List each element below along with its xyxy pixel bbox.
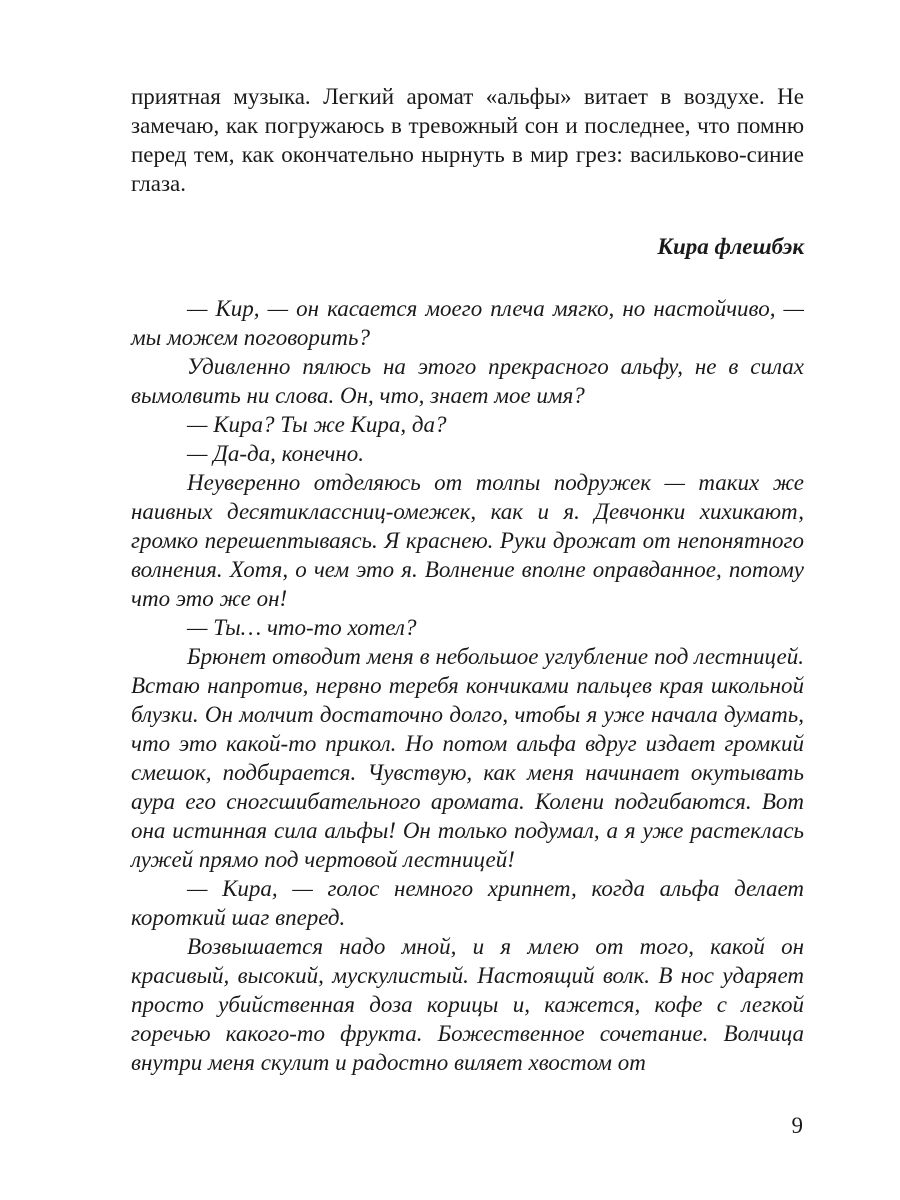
flashback-section xyxy=(131,294,804,1077)
book-page xyxy=(131,80,804,1077)
flashback-paragraph: — Кира, — голос немного хрипнет, когда альфа делает короткий шаг вперед. xyxy=(131,876,804,930)
page-number: 9 xyxy=(791,1113,803,1138)
section-heading: Кира флешбэк xyxy=(657,234,804,259)
flashback-paragraph: — Кир, — он касается моего плеча мягко, но настойчиво, — мы можем поговорить? xyxy=(131,296,804,350)
flashback-paragraph: — Да-да, конечно. xyxy=(187,441,364,466)
flashback-paragraph: Удивленно пялюсь на этого прекрасного альфу, не в силах вымолвить ни слова. Он, что, знает мое имя? xyxy=(131,354,804,408)
intro-paragraph: приятная музыка. Легкий аромат «альфы» витает в воздухе. Не замечаю, как погружаюсь в тревожный сон и последнее, что помню перед тем, как окончательно нырнуть в мир грез: васильково-синие глаза. xyxy=(131,84,804,196)
flashback-paragraph: Неуверенно отделяюсь от толпы подружек — таких же наивных десятиклассниц-омежек, как и я. Девчонки хихикают, громко перешептываясь. Я краснею. Руки дрожат от непонятного волнения. Хотя, о чем это я. Волнение вполне оправданное, потому что это же он! xyxy=(131,470,804,611)
flashback-paragraph: — Ты… что-то хотел? xyxy=(187,615,417,640)
flashback-paragraph: Брюнет отводит меня в небольшое углубление под лестницей. Встаю напротив, нервно теребя кончиками пальцев края школьной блузки. Он молчит достаточно долго, чтобы я уже начала думать, что это какой-то прикол. Но потом альфа вдруг издает громкий смешок, подбирается. Чувствую, как меня начинает окутывать аура его сногсшибательного аромата. Колени подгибаются. Вот она истинная сила альфы! Он только подумал, а я уже растеклась лужей прямо под чертовой лестницей! xyxy=(131,644,804,872)
intro-section xyxy=(131,82,804,198)
flashback-paragraph: — Кира? Ты же Кира, да? xyxy=(187,412,447,437)
flashback-paragraph: Возвышается надо мной, и я млею от того, какой он красивый, высокий, мускулистый. Настоящий волк. В нос ударяет просто убийственная доза корицы и, кажется, кофе с легкой горечью какого-то фрукта. Божественное сочетание. Волчица внутри меня скулит и радостно виляет хвостом от xyxy=(131,934,804,1075)
